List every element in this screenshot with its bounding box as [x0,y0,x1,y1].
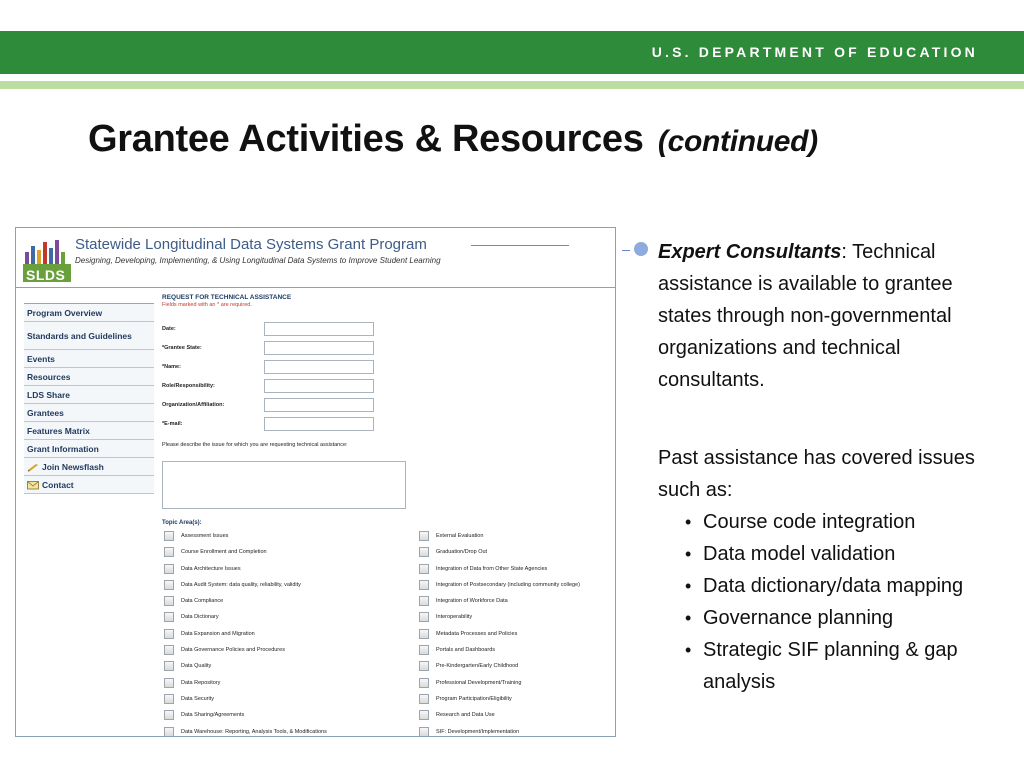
organization-input[interactable] [264,398,374,412]
topic-checkbox[interactable] [164,564,174,574]
topic-checkbox-label: Data Warehouse: Reporting, Analysis Tools, & Modifications [181,728,327,735]
date-label: Date: [162,326,176,332]
list-item: • Strategic SIF planning & gap analysis [682,634,1002,698]
topic-checkbox-label: Assessment Issues [181,533,229,539]
topic-checkbox-label: Data Security [181,695,215,702]
topic-checkbox[interactable] [419,612,429,622]
nav-item-contact[interactable] [24,476,154,494]
topic-checkbox-item[interactable] [162,709,412,725]
bullet-marker [618,238,660,262]
topic-checkbox-item[interactable] [162,660,412,676]
slide-title-main: Grantee Activities & Resources [88,118,644,160]
topic-checkbox-item[interactable] [417,628,616,644]
past-assistance-paragraph: Past assistance has covered issues such as: [658,447,975,501]
topic-checkbox[interactable] [164,531,174,541]
topic-checkbox-label: Data Sharing/Agreements [181,712,245,719]
topic-checkbox-label: Integration of Postsecondary (including community college) [436,581,580,588]
name-label: *Name: [162,364,181,370]
topic-checkbox-label: Integration of Data from Other State Agencies [436,565,548,572]
topic-checkbox-label: Data Architecture Issues [181,565,241,572]
pencil-icon [27,462,39,472]
technical-assistance-form [162,294,612,735]
site-subtitle: Designing, Developing, Implementing, & Using Longitudinal Data Systems to Improve Student Learning [75,256,441,265]
bullet-dot-icon [634,242,648,256]
topic-checkbox-label: Data Governance Policies and Procedures [181,647,285,654]
issue-description-textarea[interactable] [162,461,406,509]
topic-checkbox-item[interactable] [162,644,412,660]
topic-checkbox[interactable] [419,547,429,557]
topic-checkbox-item[interactable] [417,563,616,579]
topic-checkbox[interactable] [164,580,174,590]
topic-checkbox-item[interactable] [417,677,616,693]
topic-checkbox[interactable] [164,596,174,606]
nav-item-standards-and-guidelines[interactable]: Standards and Guidelines [24,322,154,350]
site-title-rule [471,245,569,246]
topic-checkbox-item[interactable] [162,530,412,546]
topic-checkbox-item[interactable] [417,693,616,709]
site-title: Statewide Longitudinal Data Systems Grant Program [75,236,427,253]
nav-item-join-newsflash-label: Join Newsflash [42,461,104,472]
topic-checkbox-item[interactable] [162,579,412,595]
topic-checkbox[interactable] [164,612,174,622]
topic-checkbox-item[interactable] [417,579,616,595]
topic-checkbox[interactable] [164,645,174,655]
topic-checkbox-label: Data Dictionary [181,614,219,621]
topic-checkbox-label: Portals and Dashboards [436,647,496,654]
nav-item-events[interactable]: Events [24,350,154,368]
name-input[interactable] [264,360,374,374]
email-field-row [162,417,392,431]
topic-checkbox-item[interactable] [162,611,412,627]
topic-checkbox-label: Program Participation/Eligibility [436,695,512,702]
topic-checkbox-item[interactable] [162,677,412,693]
organization-field-row [162,398,392,412]
email-input[interactable] [264,417,374,431]
role-field-row [162,379,392,393]
slide-title [88,118,818,161]
topic-checkbox-item[interactable] [162,628,412,644]
role-label: Role/Responsibility: [162,383,215,389]
email-label: *E-mail: [162,421,183,427]
grantee-state-input[interactable] [264,341,374,355]
topic-checkbox[interactable] [164,694,174,704]
topic-checkbox[interactable] [419,629,429,639]
topic-areas-header: Topic Area(s): [162,520,202,526]
topic-checkbox-label: Data Expansion and Migration [181,630,255,637]
expert-consultants-paragraph [658,236,998,396]
nav-item-lds-share[interactable]: LDS Share [24,386,154,404]
issue-description-label: Please describe the issue for which you are requesting technical assistance: [162,442,348,448]
nav-item-grantees[interactable]: Grantees [24,404,154,422]
organization-label: Organization/Affiliation: [162,402,225,408]
topic-checkbox[interactable] [164,661,174,671]
topic-list-right [417,530,616,737]
nav-item-join-newsflash[interactable] [24,458,154,476]
topic-checkbox[interactable] [164,710,174,720]
topic-checkbox-item[interactable] [417,644,616,660]
topic-checkbox[interactable] [419,678,429,688]
topic-checkbox[interactable] [419,661,429,671]
topic-checkbox[interactable] [419,564,429,574]
banner-text: U.S. DEPARTMENT OF EDUCATION [651,44,978,60]
list-item: • Data dictionary/data mapping [682,570,1002,602]
banner-accent-stripe [0,81,1024,89]
topic-checkbox-label: Metadata Processes and Policies [436,630,518,637]
topic-list-left [162,530,412,737]
past-assistance-list [682,506,1002,698]
topic-checkbox-item[interactable] [417,611,616,627]
topic-checkbox[interactable] [419,580,429,590]
topic-checkbox-label: Data Compliance [181,598,224,605]
topic-checkbox-label: Professional Development/Training [436,679,522,686]
expert-consultants-text: Technical assistance is available to grantee states through non-governmental organizations and technical consultants. [658,241,953,391]
topic-checkbox[interactable] [419,645,429,655]
list-item: • Governance planning [682,602,1002,634]
topic-checkbox[interactable] [419,710,429,720]
topic-checkbox-label: SIF: Development/Implementation [436,728,520,735]
header-divider [16,287,615,288]
topic-checkbox[interactable] [419,596,429,606]
date-field-row [162,322,392,336]
topic-checkbox[interactable] [164,727,174,737]
topic-checkbox-label: Research and Data Use [436,712,495,719]
topic-checkbox-label: Integration of Workforce Data [436,598,508,605]
site-sidebar-nav [24,303,154,494]
topic-checkbox-label: Data Repository [181,679,221,686]
slide-title-suffix: (continued) [657,125,818,158]
topic-checkbox-item[interactable] [162,563,412,579]
topic-checkbox[interactable] [419,694,429,704]
topic-checkbox[interactable] [419,531,429,541]
nav-item-program-overview[interactable]: Program Overview [24,304,154,322]
slds-logo-text: SLDS [26,267,66,283]
site-header [16,228,615,288]
topic-checkbox[interactable] [164,678,174,688]
topic-checkbox-item[interactable] [162,595,412,611]
list-item: • Course code integration [682,506,1002,538]
topic-checkbox-label: Data Quality [181,663,212,670]
topic-checkbox-item[interactable] [417,595,616,611]
topic-checkbox-item[interactable] [162,693,412,709]
topic-checkbox[interactable] [164,547,174,557]
website-screenshot [15,227,616,737]
nav-item-grant-information[interactable]: Grant Information [24,440,154,458]
nav-item-contact-label: Contact [42,479,74,490]
topic-checkbox-item[interactable] [417,530,616,546]
expert-consultants-colon: : [841,241,847,263]
department-banner [0,31,1024,74]
topic-checkbox-label: Graduation/Drop Out [436,549,488,556]
topic-checkbox-label: External Evaluation [436,533,484,539]
envelope-icon [27,480,39,490]
role-input[interactable] [264,379,374,393]
grantee-state-label: *Grantee State: [162,345,202,351]
topic-checkbox-item[interactable] [162,546,412,562]
topic-checkbox-item[interactable] [417,660,616,676]
form-title: REQUEST FOR TECHNICAL ASSISTANCE [162,294,292,301]
topic-checkbox-label: Pre-Kindergarten/Early Childhood [436,663,519,670]
topic-checkbox-item[interactable] [417,546,616,562]
slds-logo [23,238,71,282]
date-input[interactable] [264,322,374,336]
topic-checkbox[interactable] [164,629,174,639]
topic-checkbox-item[interactable] [417,726,616,737]
topic-checkbox[interactable] [419,727,429,737]
list-item: • Data model validation [682,538,1002,570]
topic-checkbox-label: Interoperability [436,614,473,621]
expert-consultants-term: Expert Consultants [658,241,842,263]
required-fields-note: Fields marked with an * are required. [162,302,252,308]
topic-checkbox-item[interactable] [162,726,412,737]
topic-checkbox-label: Course Enrollment and Completion [181,549,267,556]
grantee-state-field-row [162,341,392,355]
topic-checkbox-label: Data Audit System: data quality, reliability, validity [181,581,301,588]
nav-item-features-matrix[interactable]: Features Matrix [24,422,154,440]
name-field-row [162,360,392,374]
topic-checkbox-item[interactable] [417,709,616,725]
nav-item-resources[interactable]: Resources [24,368,154,386]
bullet-dash [622,250,630,251]
